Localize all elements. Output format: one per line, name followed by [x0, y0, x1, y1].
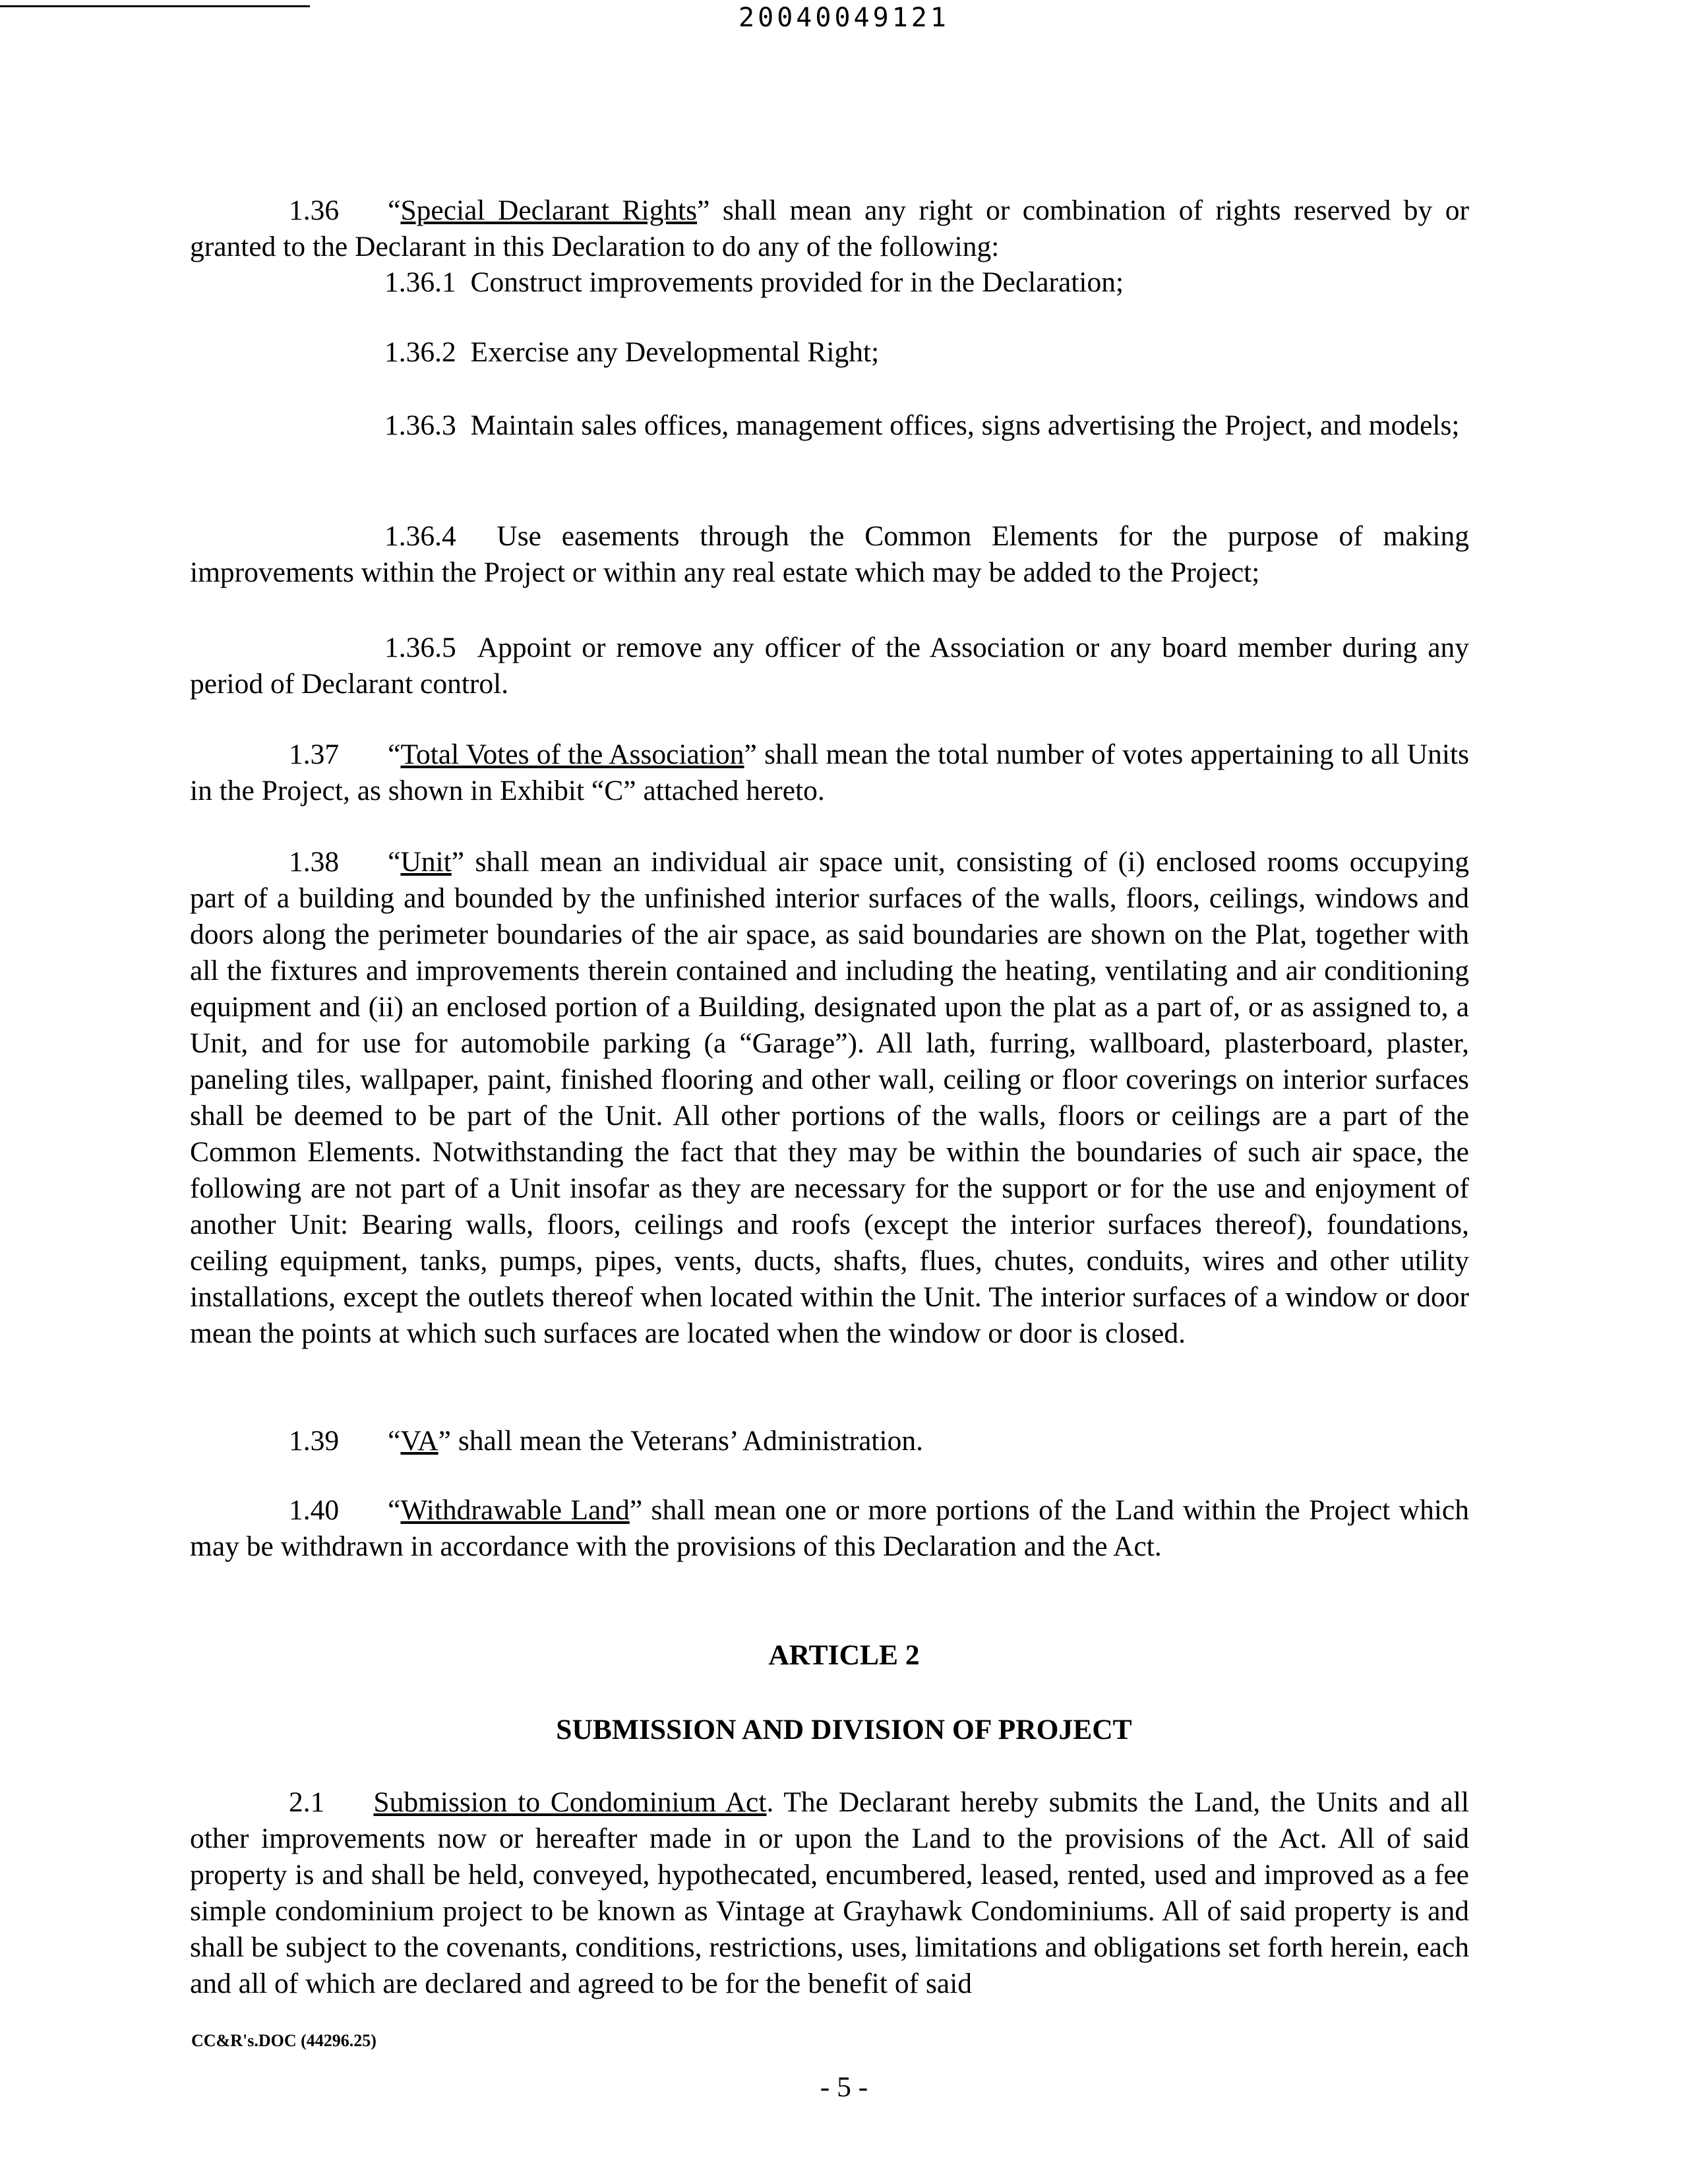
page-number: - 5 -	[820, 2071, 868, 2103]
section-number: 1.36	[289, 195, 340, 226]
recording-number: 20040049121	[738, 3, 950, 33]
section-quote-open: “	[388, 195, 401, 226]
defined-term: Withdrawable Land	[400, 1494, 630, 1526]
subsection-1-36-1: 1.36.1 Construct improvements provided for in the Declaration;	[384, 266, 1124, 298]
subsection-1-36-2: 1.36.2 Exercise any Developmental Right;	[384, 336, 880, 368]
article-subtitle: SUBMISSION AND DIVISION OF PROJECT	[556, 1714, 1132, 1745]
section-1-37: 1.37 “Total Votes of the Association” shall mean the total number of votes appertaining to all Units in the Project, as shown in Exhibit “C” attached hereto.	[190, 739, 1469, 806]
subsection-1-36-3: 1.36.3 Maintain sales offices, management offices, signs advertising the Project, and models;	[384, 410, 1460, 441]
section-1-40: 1.40 “Withdrawable Land” shall mean one or more portions of the Land within the Project which may be withdrawn in accordance with the provisions of this Declaration and the Act.	[190, 1494, 1469, 1562]
section-heading: Submission to Condominium Act	[373, 1786, 767, 1818]
defined-term: Unit	[400, 846, 452, 878]
defined-term: Special Declarant Rights	[400, 195, 698, 226]
section-1-36	[190, 193, 1469, 265]
defined-term: Total Votes of the Association	[400, 739, 744, 770]
file-reference: CC&R's.DOC (44296.25)	[191, 2031, 377, 2050]
defined-term: VA	[400, 1425, 438, 1457]
subsection-1-36-4: 1.36.4 Use easements through the Common Elements for the purpose of making improvements within the Project or within any real estate which may be added to the Project;	[190, 520, 1469, 588]
section-1-38: 1.38 “Unit” shall mean an individual air space unit, consisting of (i) enclosed rooms occupying part of a building and bounded by the unfinished interior surfaces of the walls, floors, ceilings, windows and doors along the perimeter boundaries of the air space, as said boundaries are shown on the Plat, together with all the fixtures and improvements therein contained and including the heating, ventilating and air conditioning equipment and (ii) an enclosed portion of a Building, designated upon the plat as a part of, or as assigned to, a Unit, and for use for automobile parking (a “Garage”). All lath, furring, wallboard, plasterboard, plaster, paneling tiles, wallpaper, paint, finished flooring and other wall, ceiling or floor coverings on interior surfaces shall be deemed to be part of the Unit. All other portions of the walls, floors or ceilings are a part of the Common Elements. Notwithstanding the fact that they may be within the boundaries of such air space, the following are not part of a Unit insofar as they are necessary for the support or for the use and enjoyment of another Unit: Bearing walls, floors, ceilings and roofs (except the interior surfaces thereof), foundations, ceiling equipment, tanks, pumps, pipes, vents, ducts, shafts, flues, chutes, conduits, wires and other utility installations, except the outlets thereof when located within the Unit. The interior surfaces of a window or door mean the points at which such surfaces are located when the window or door is closed.	[190, 846, 1469, 1349]
section-2-1: 2.1 Submission to Condominium Act. The Declarant hereby submits the Land, the Units and all other improvements now or hereafter made in or upon the Land to the provisions of the Act. All of said property is and shall be held, conveyed, hypothecated, encumbered, leased, rented, used and improved as a fee simple condominium project to be known as Vintage at Grayhawk Condominiums. All of said property is and shall be subject to the covenants, conditions, restrictions, uses, limitations and obligations set forth herein, each and all of which are declared and agreed to be for the benefit of said	[190, 1786, 1469, 1999]
article-heading: ARTICLE 2	[768, 1639, 920, 1671]
section-text: ” shall mean any right or combination of rights reserved by or granted to the Declarant in this Declaration to do any of the following:	[190, 195, 1470, 262]
section-1-39: 1.39 “VA” shall mean the Veterans’ Administration.	[289, 1425, 923, 1457]
subsection-1-36-5: 1.36.5 Appoint or remove any officer of the Association or any board member during any period of Declarant control.	[190, 632, 1470, 700]
